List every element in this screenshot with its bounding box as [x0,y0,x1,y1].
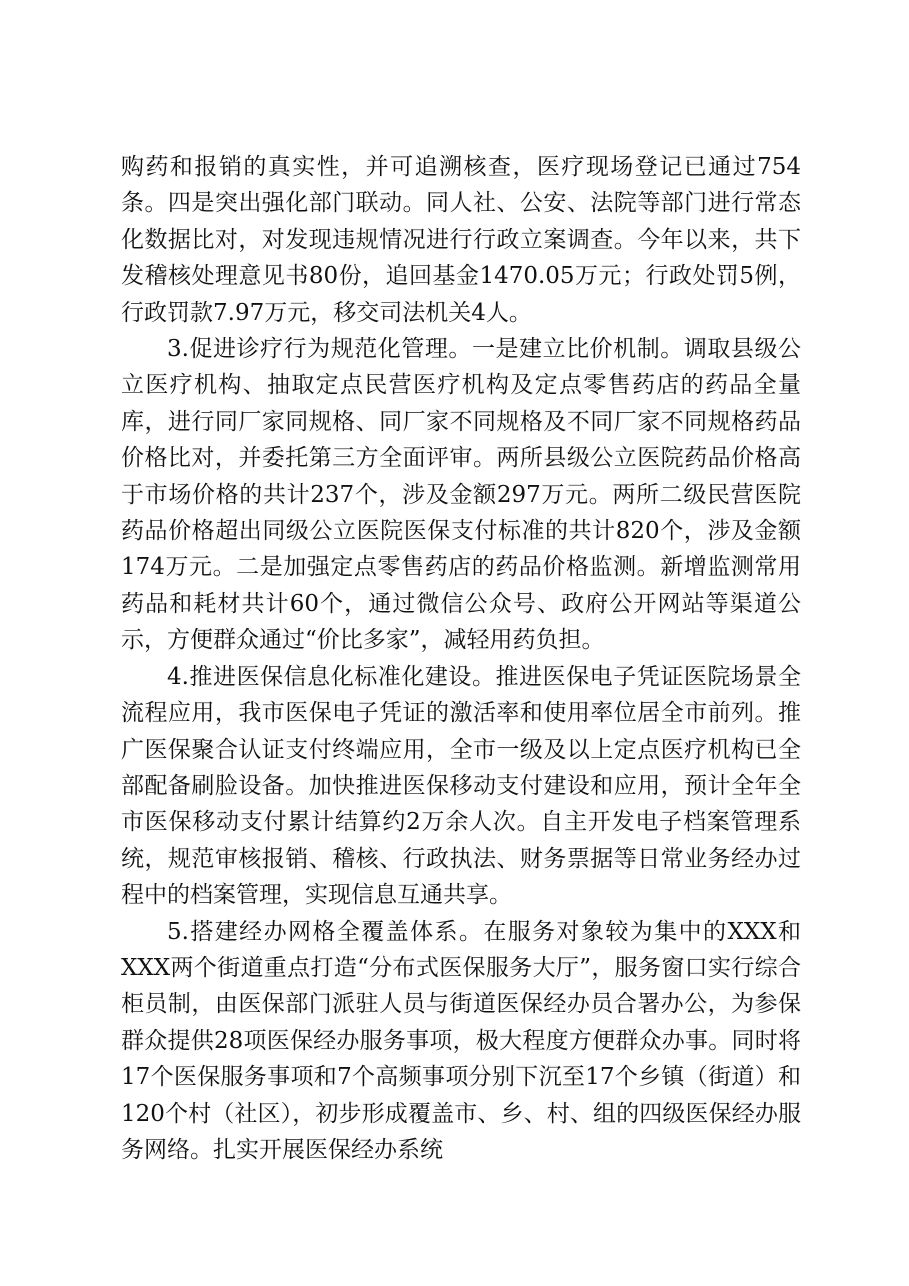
paragraph-section-5: 5.搭建经办网格全覆盖体系。在服务对象较为集中的XXX和XXX两个街道重点打造“分布式医保服务大厅”，服务窗口实行综合柜员制，由医保部门派驻人员与街道医保经办员合署办公，为参保群众提供28项医保经办服务事项，极大程度方便群众办事。同时将17个医保服务事项和7个高频事项分别下沉至17个乡镇（街道）和120个村（社区），初步形成覆盖市、乡、村、组的四级医保经办服务网络。扎实开展医保经办系统 [121,918,801,1163]
paragraph-section-3: 3.促进诊疗行为规范化管理。一是建立比价机制。调取县级公立医疗机构、抽取定点民营医疗机构及定点零售药店的药品全量库，进行同厂家同规格、同厂家不同规格及不同厂家不同规格药品价格比对，并委托第三方全面评审。两所县级公立医院药品价格高于市场价格的共计237个，涉及金额297万元。两所二级民营医院药品价格超出同级公立医院医保支付标准的共计820个，涉及金额174万元。二是加强定点零售药店的药品价格监测。新增监测常用药品和耗材共计60个，通过微信公众号、政府公开网站等渠道公示，方便群众通过“价比多家”，减轻用药负担。 [121,336,801,654]
document-body [121,149,801,1168]
paragraph-section-4: 4.推进医保信息化标准化建设。推进医保电子凭证医院场景全流程应用，我市医保电子凭证的激活率和使用率位居全市前列。推广医保聚合认证支付终端应用，全市一级及以上定点医疗机构已全部配备刷脸设备。加快推进医保移动支付建设和应用，预计全年全市医保移动支付累计结算约2万余人次。自主开发电子档案管理系统，规范审核报销、稽核、行政执法、财务票据等日常业务经办过程中的档案管理，实现信息互通共享。 [121,663,801,909]
paragraph-continuation: 购药和报销的真实性，并可追溯核查，医疗现场登记已通过754条。四是突出强化部门联动。同人社、公安、法院等部门进行常态化数据比对，对发现违规情况进行行政立案调查。今年以来，共下发稽核处理意见书80份，追回基金1470.05万元；行政处罚5例，行政罚款7.97万元，移交司法机关4人。 [121,154,801,326]
